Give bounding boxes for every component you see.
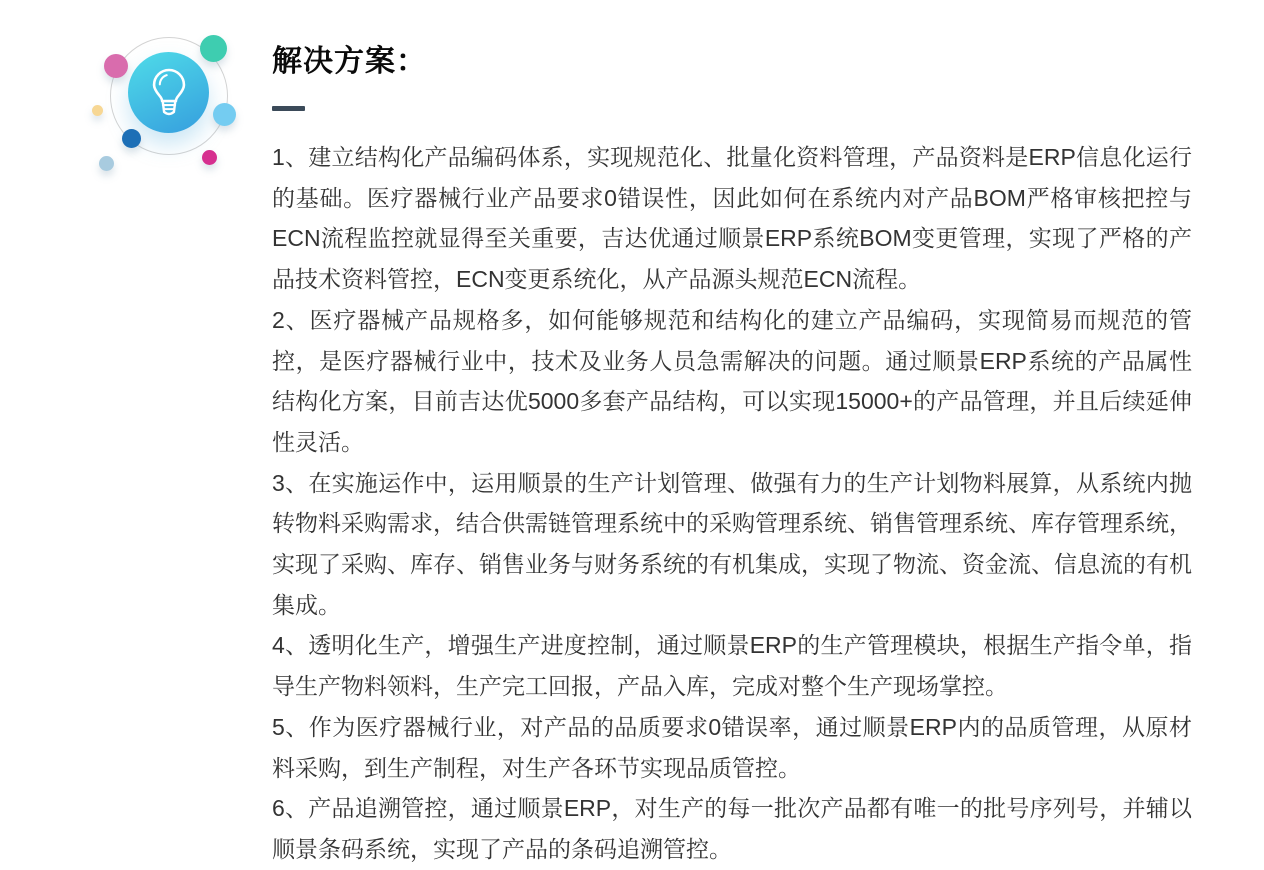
teal-dot	[200, 35, 227, 62]
solution-paragraph: 4、透明化生产，增强生产进度控制，通过顺景ERP的生产管理模块，根据生产指令单，指导生产物料领料，生产完工回报，产品入库，完成对整个生产现场掌控。	[272, 632, 1192, 700]
pale-blue-dot	[99, 156, 114, 171]
lightbulb-icon	[128, 52, 209, 133]
solution-content	[272, 44, 1192, 870]
solution-paragraph: 2、医疗器械产品规格多，如何能够规范和结构化的建立产品编码，实现简易而规范的管控，是医疗器械行业中，技术及业务人员急需解决的问题。通过顺景ERP系统的产品属性结构化方案，目前吉达优5000多套产品结构，可以实现15000+的产品管理，并且后续延伸性灵活。	[272, 306, 1192, 455]
magenta-dot	[202, 150, 217, 165]
solution-paragraph: 3、在实施运作中，运用顺景的生产计划管理、做强有力的生产计划物料展算，从系统内抛转物料采购需求，结合供需链管理系统中的采购管理系统、销售管理系统、库存管理系统，实现了采购、库存、销售业务与财务系统的有机集成，实现了物流、资金流、信息流的有机集成。	[272, 469, 1192, 618]
solution-paragraph: 5、作为医疗器械行业，对产品的品质要求0错误率，通过顺景ERP内的品质管理，从原材料采购，到生产制程，对生产各环节实现品质管控。	[272, 713, 1192, 781]
lightbulb-decoration	[85, 25, 245, 185]
solution-paragraph: 1、建立结构化产品编码体系，实现规范化、批量化资料管理，产品资料是ERP信息化运行的基础。医疗器械行业产品要求0错误性，因此如何在系统内对产品BOM严格审核把控与ECN流程监控就显得至关重要，吉达优通过顺景ERP系统BOM变更管理，实现了严格的产品技术资料管控，ECN变更系统化，从产品源头规范ECN流程。	[272, 144, 1192, 293]
page-title: 解决方案：	[272, 45, 427, 78]
solution-paragraph: 6、产品追溯管控，通过顺景ERP，对生产的每一批次产品都有唯一的批号序列号，并辅以顺景条码系统，实现了产品的条码追溯管控。	[272, 795, 1192, 862]
solution-paragraphs	[272, 137, 1192, 870]
pink-dot	[104, 54, 128, 78]
title-underline	[272, 106, 305, 111]
light-blue-dot	[213, 103, 236, 126]
dark-blue-dot	[122, 129, 141, 148]
yellow-dot	[92, 105, 103, 116]
